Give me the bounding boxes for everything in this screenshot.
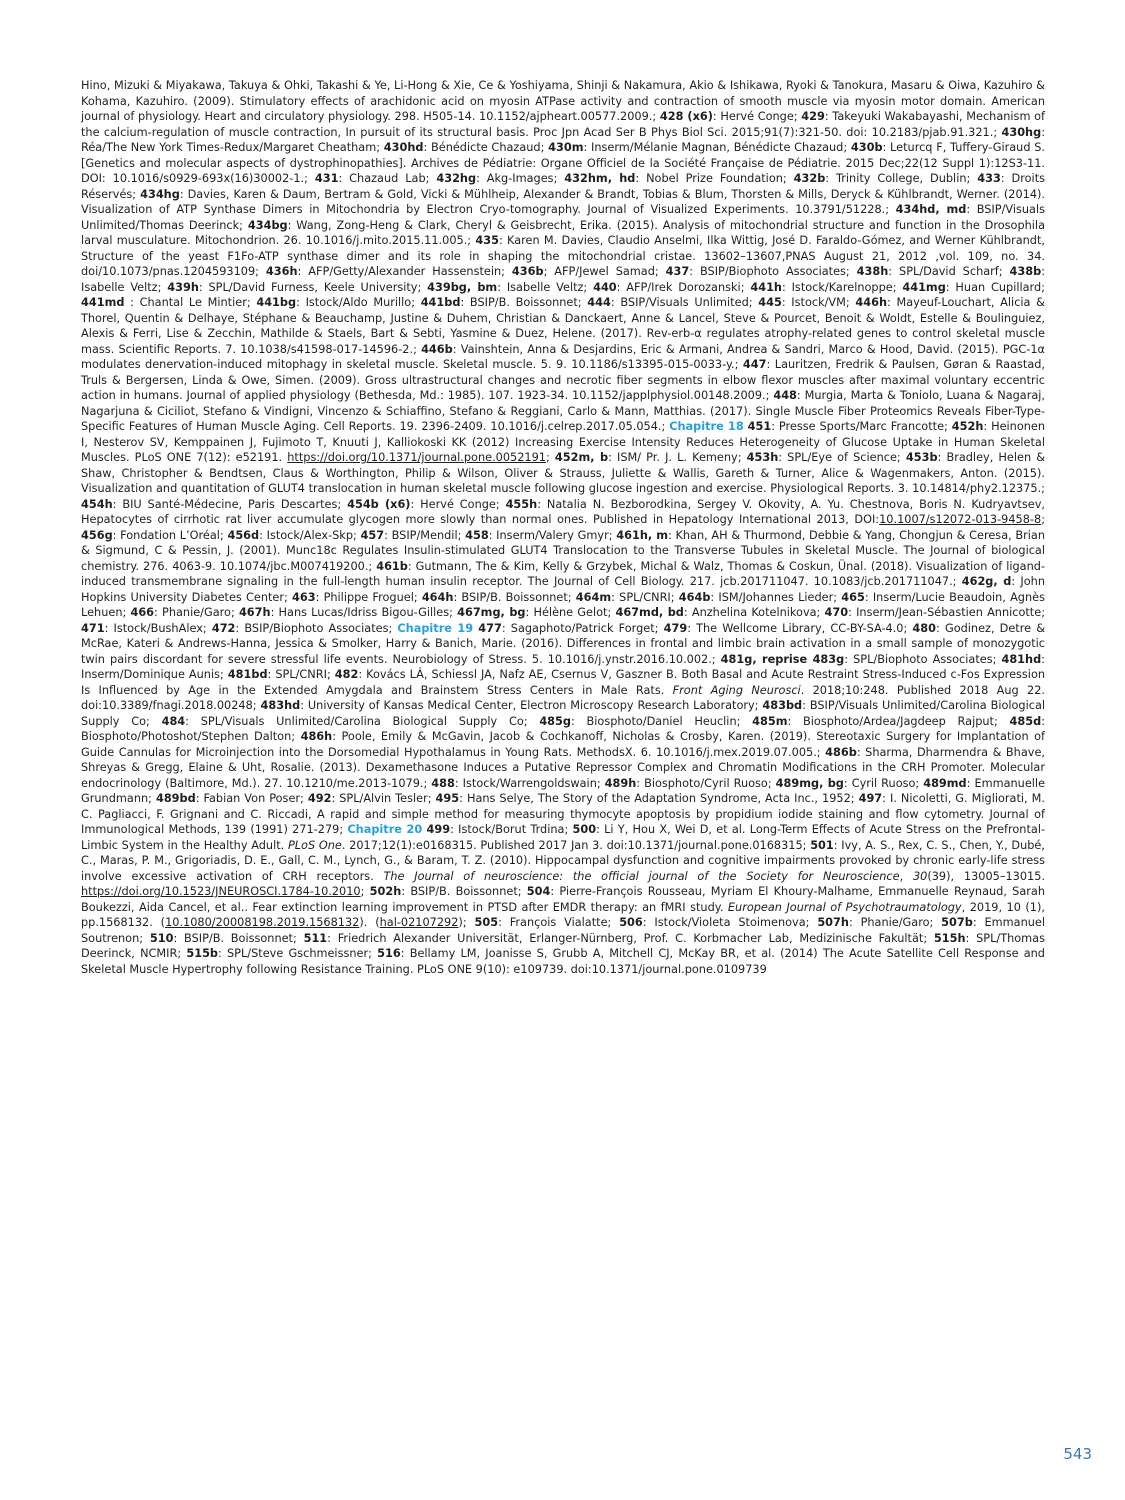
credit-label: 467mg, bg [457,606,526,619]
credit-text: ); [458,916,475,929]
credit-text: : ISM/ Pr. J. L. Kemeny; [608,451,747,464]
italic-text: European Journal of Psychotraumatology [727,900,962,914]
credit-label: 434hg [140,187,180,201]
credit-text: : Chazaud Lab; [338,172,437,185]
credit-text: : BSIP/B. Boissonnet; [173,931,304,945]
credit-label: 456d [227,528,260,542]
credit-text: , [899,869,913,883]
credit-text: : SPL/Eye of Science; [778,451,906,464]
credit-label: 429 [801,110,825,123]
credit-text: : SPL/CNRI; [267,668,335,681]
credit-text: : BSIP/Biophoto Associates; [689,265,857,278]
credit-label: 430m [548,141,584,154]
doi-link[interactable]: https://doi.org/10.1371/journal.pone.0052191 [287,451,546,464]
credit-text: : SPL/CNRI; [611,590,679,604]
credit-label: 439bg, bm [427,280,498,294]
credit-text: : Anzhelina Kotelnikova; [683,606,825,619]
credit-text: : Gutmann, The & Kim, Kelly & Grzybek, Michal & Walz, Thomas & Coskun, Ünal. (2018). Visualization of ligand-induced transmembrane signaling in the full-length human insulin receptor. The Journal of Cell Biology. 217. jcb.201711047. 10.1083/jcb.201711047.; [81,559,1045,588]
credit-text: : Heinonen I, Nesterov SV, Kemppainen J, Fujimoto T, Knuuti J, Kalliokoski KK (2012) Increasing Exercise Intensity Reduces Heterogeneity of Glucose Uptake in Human Skeletal Muscles. PLoS ONE 7(12): e52191. [81,420,1046,464]
credit-text: : Biosphoto/Ardea/Jagdeep Rajput; [787,714,1010,728]
credit-label: 497 [858,792,883,805]
credit-label: 451 [747,420,772,433]
credit-label: 507b [941,916,973,929]
credit-text: : Istock/Karelnoppe; [781,280,903,294]
credit-label: 441mg [902,280,946,294]
credit-text: : John Hopkins University Diabetes Center; [81,575,1045,604]
credit-label: 489h [604,776,637,790]
credit-text: : ISM/Johannes Lieder; [710,590,842,604]
credit-text: : Bellamy LM, Joanisse S, Grubb A, Mitchell CJ, McKay BR, et al. (2014) The Acute Satellite Cell Response and Skeletal Muscle Hypertrophy following Resistance Training. PLoS ONE 9(10): e109739. doi:10.1371/journal.pone.0109739 [81,947,1045,976]
credit-text: : BSIP/B. Boissonnet; [401,885,527,898]
credit-label: 458 [465,528,489,542]
doi-link[interactable]: 10.1007/s12072-013-9458-8 [879,513,1042,526]
credit-text: : Davies, Karen & Daum, Bertram & Gold, Vicki & Mühlheip, Alexander & Brandt, Tobias & Blum, Thorsten & Mills, Deryck & Kühlbrandt, Werner. (2014). Visualization of ATP Synthase Dimers in Mitochondria by Electron Cryo-tomography. Journal of Visualized Experiments. 10.3791/51228.; [81,187,1045,216]
credit-text: : Istock/Alex-Skp; [259,528,361,542]
credit-text: : Wang, Zong-Heng & Clark, Cheryl & Geisbrecht, Erika. (2015). Analysis of mitochondrial structure and function in the Drosophila larval musculature. Mitochondrion. 26. 10.1016/j.mito.2015.11.005.; [81,218,1045,247]
credit-text: : Hans Lucas/Idriss Bigou-Gilles; [270,606,458,619]
credit-text: : Phanie/Garo; [154,606,239,619]
credit-text: : Takeyuki Wakabayashi, Mechanism of the calcium-regulation of muscle contraction, In pursuit of its structural basis. Proc Jpn Acad Ser B Phys Biol Sci. 2015;91(7):321-50. doi: 10.2183/pjab.91.321.; [81,110,1045,139]
credit-text: Hino, Mizuki & Miyakawa, Takuya & Ohki, Takashi & Ye, Li-Hong & Xie, Ce & Yoshiyama, Shinji & Nakamura, Akio & Ishikawa, Ryoki & Tanokura, Masaru & Oiwa, Kazuhiro & Kohama, Kazuhiro. (2009). Stimulatory effects of arachidonic acid on myosin ATPase activity and contraction of smooth muscle via myosin motor domain. American journal of physiology. Heart and circulatory physiology. 298. H505-14. 10.1152/ajpheart.00577.2009.; [81,79,1045,123]
italic-text: PLoS One [287,838,342,852]
credit-label: 484 [161,714,186,728]
credit-label: 464m [575,590,612,604]
credit-label: 482 [334,668,359,681]
chapter-heading: Chapitre 20 [347,823,423,836]
credit-text: : Istock/VM; [781,296,856,309]
credit-text: : BSIP/Visuals Unlimited/Carolina Biological Supply Co; [81,699,1045,728]
credit-label: 506 [619,916,643,929]
credit-label: 483bd [762,699,803,712]
credit-text: : BSIP/B. Boissonnet; [460,296,588,309]
credit-text: : Istock/Borut Trdina; [450,823,573,836]
credit-text: . 2018;10:248. Published 2018 Aug 22. doi:10.3389/fnagi.2018.00248; [81,683,1046,712]
credit-text: : I. Nicoletti, G. Migliorati, M. C. Pagliacci, F. Grignani and C. Riccadi, A rapid and simple method for measuring thymocyte apoptosis by propidium iodide staining and flow cytometry. Journal of Immunological Methods, 139 (1991) 271-279; [81,792,1045,836]
credit-label: 454b (x6) [347,497,411,511]
credit-label: 472 [211,621,236,635]
credit-label: 448 [773,389,797,402]
credit-label: 434bg [247,218,288,232]
credit-label: 453b [905,451,938,464]
chapter-heading: Chapitre 19 [397,621,474,635]
credit-text: : University of Kansas Medical Center, Electron Microscopy Research Laboratory; [300,699,763,712]
credit-label: 428 (x6) [659,110,713,123]
credit-label: 479 [663,621,688,635]
credit-label: 438h [856,265,889,278]
credit-label: 457 [360,528,385,542]
credit-text: : BSIP/Mendil; [384,528,466,542]
credit-text: : Karen M. Davies, Claudio Anselmi, Ilka Wittig, José D. Faraldo-Gómez, and Werner Kühlbrandt, Structure of the yeast F1Fo-ATP synthase dimer and its role in shaping the mitochondrial cristae. 13602–13607,PNAS August 21, 2012 ,vol. 109, no. 34. doi/10.1073/pnas.1204593109; [81,234,1046,278]
credit-label: 495 [435,792,460,805]
credit-label: 504 [526,885,551,898]
credit-text: : Poole, Emily & McGavin, Jacob & Cochkanoff, Nicholas & Crosby, Karen. (2019). Stereotaxic Surgery for Implantation of Guide Cannulas for Microinjection into the Dorsomedial Hypothalamus in Young Rats. MethodsX. 6. 10.1016/j.mex.2019.07.005.; [81,730,1046,759]
credit-text: : Emmanuelle Grundmann; [81,776,1046,805]
credit-text: : SPL/Steve Gschmeissner; [218,947,378,960]
credit-label: 515h [933,931,966,945]
credit-text: : Isabelle Veltz; [81,265,1045,294]
credit-label: 511 [303,931,328,945]
credit-text: : Friedrich Alexander Universität, Erlanger-Nürnberg, Prof. C. Korbmacher Lab, Medizinische Fakultät; [327,931,934,945]
doi-link[interactable]: hal-02107292 [379,916,459,929]
credit-text: : Murgia, Marta & Toniolo, Luana & Nagaraj, Nagarjuna & Ciciliot, Stefano & Vindigni, Vincenzo & Schiaffino, Stefano & Reggiani, Carlo & Mann, Matthias. (2017). Single Muscle Fiber Proteomics Reveals Fiber-Type-Specific Features of Human Muscle Aging. Cell Reports. 19. 2396-2409. 10.1016/j.celrep.2017.05.054.; [81,389,1046,433]
credit-text: : Istock/BushAlex; [104,621,212,635]
credit-label: 515b [186,947,219,960]
credit-text: : Bénédicte Chazaud; [423,141,549,154]
credit-label: 477 [478,621,502,635]
credit-text: : Phanie/Garo; [848,916,942,929]
credit-label: 507h [817,916,849,929]
credit-text: : Kovács LÁ, Schiessl JA, Nafz AE, Csernus V, Gaszner B. Both Basal and Acute Restraint Stress-Induced c-Fos Expression Is Influenced by Age in the Extended Amygdala and Brainstem Stress Centers in Male Rats. [81,668,1046,697]
credit-label: 467md, bd [615,606,684,619]
credit-label: 499 [426,823,451,836]
credit-text: ; [545,451,555,464]
credit-label: 432hm, hd [564,172,636,185]
credit-label: 430hd [383,141,424,154]
credit-text: : Hervé Conge; [712,110,802,123]
credit-label: 455h [505,497,538,511]
doi-link[interactable]: 10.1080/20008198.2019.1568132 [165,916,360,929]
credit-text: : Hans Selye, The Story of the Adaptation Syndrome, Acta Inc., 1952; [459,792,859,805]
credit-text: : SPL/Biophoto Associates; [844,652,1002,666]
credit-label: 432b [793,172,826,185]
credit-text: : Biosphoto/Photoshot/Stephen Dalton; [81,714,1045,743]
credit-label: 439h [167,280,199,294]
credit-label: 461h, m [616,528,668,542]
credit-text: : Hélène Gelot; [525,606,616,619]
credit-label: 485d [1009,714,1042,728]
chapter-heading: Chapitre 18 [669,420,744,433]
credit-label: 434hd, md [895,203,967,216]
credit-label: 470 [824,606,849,619]
credit-text: : Mayeuf-Louchart, Alicia & Thorel, Quentin & Delhaye, Stéphane & Beauchamp, Justine & Duhem, Christian & Danckaert, Anne & Lancel, Steve & Pourcet, Benoit & Woldt, Estelle & Boulinguiez, Alexis & Ferri, Lise & Zecchin, Mathilde & Staels, Bart & Sebti, Yasmine & Duez, Helene. (2017). Rev-erb-α regulates atrophy-related genes to control skeletal muscle mass. Scientific Reports. 7. 10.1038/s41598-017-14596-2.; [81,296,1045,356]
credit-text: : Réa/The New York Times-Redux/Margaret Cheatham; [81,125,1045,154]
credit-text: : Akg-Images; [476,172,565,185]
credit-label: 446b [421,342,453,356]
credit-text: ; AFP/Jewel Samad; [543,265,666,278]
credit-label: 500 [572,823,597,836]
credit-text: : Hervé Conge; [410,497,506,511]
credit-text: : Droits Réservés; [81,172,1046,201]
credit-label: 441bg [256,296,297,309]
credit-label: 516 [377,947,401,960]
credit-text: , 2019, 10 (1), pp.1568132. ( [81,900,1045,929]
credit-text: : Bradley, Helen & Shaw, Christopher & Bendtsen, Claus & Worthington, Philip & Wilson, Oliver & Strauss, Juliette & Wallis, Gareth & Turner, Alice & Wagenmakers, Anton. (2015). Visualization and quantitation of GLUT4 translocation in human skeletal muscle following glucose ingestion and exercise. Physiological Reports. 3. 10.14814/phy2.12375.; [81,451,1046,495]
credit-text: : Isabelle Veltz; [497,280,594,294]
credit-label: 461b [376,559,408,573]
credit-text: : Huan Cupillard; [945,280,1045,294]
italic-text: 30 [912,869,928,883]
credit-text: : Biosphoto/Daniel Heuclin; [570,714,753,728]
credit-label: 485m [752,714,788,728]
credit-label: 447 [742,358,767,371]
credit-text: : Fondation L’Oréal; [112,528,228,542]
credit-label: 505 [474,916,499,929]
credit-text: : Biosphoto/Cyril Ruoso; [636,776,776,790]
credit-label: 489mg, bg [775,776,844,790]
doi-link[interactable]: https://doi.org/10.1523/JNEUROSCI.1784-10.2010 [81,885,361,898]
credit-label: 466 [130,606,155,619]
credit-label: 489md [923,776,967,790]
credit-label: 502h [369,885,402,898]
credit-text: : Istock/Violeta Stoimenova; [642,916,818,929]
credit-text: : BSIP/Biophoto Associates; [235,621,398,635]
credit-text: : Istock/Warrengoldswain; [454,776,605,790]
italic-text: Front Aging Neurosci [672,683,801,697]
credit-text: : Philippe Froguel; [315,590,422,604]
credit-label: 436h [265,265,298,278]
credit-label: 452h [951,420,984,433]
credit-label: 440 [593,280,617,294]
photo-credits-paragraph [81,78,1045,977]
credit-text: : SPL/David Furness, Keele University; [198,280,428,294]
credit-text: : François Vialatte; [498,916,620,929]
credit-text: : SPL/Alvin Tesler; [331,792,436,805]
credit-text: : BIU Santé-Médecine, Paris Descartes; [112,497,348,511]
credit-text: : Trinity College, Dublin; [825,172,978,185]
italic-text: The Journal of neuroscience: the official journal of the Society for Neuroscience [383,869,900,883]
credit-text: : AFP/Getty/Alexander Hassenstein; [297,265,512,278]
credit-label: 481bd [227,668,268,681]
credit-label: 436b [511,265,544,278]
credit-label: 471 [81,621,105,635]
credit-text: : Chantal Le Mintier; [124,296,257,309]
credit-label: 467h [238,606,271,619]
credit-label: 430hg [1001,125,1042,139]
credit-label: 464b [678,590,711,604]
credit-label: 430b [850,141,883,154]
credit-text: : Inserm/Mélanie Magnan, Bénédicte Chazaud; [583,141,851,154]
credit-label: 462g, d [961,575,1012,588]
credit-text: : Godinez, Detre & McRae, Kateri & Andrews-Hanna, Jessica & Smolker, Harry & Banich, Marie. (2016). Differences in frontal and limbic brain activation in a small sample of monozygotic twin pairs discordant for severe stressful life events. Neurobiology of Stress. 5. 10.1016/j.ynstr.2016.10.002.; [81,621,1046,666]
credit-text: : SPL/Thomas Deerinck, NCMIR; [81,931,1045,960]
credit-text: : Cyril Ruoso; [843,776,924,790]
credit-text: : SPL/David Scharf; [888,265,1010,278]
credit-text: : BSIP/Visuals Unlimited/Thomas Deerinck; [81,203,1045,232]
credit-label: 441md [81,296,125,309]
credit-text: : Presse Sports/Marc Francotte; [771,420,952,433]
credit-text: : Inserm/Valery Gmyr; [488,528,617,542]
credit-text: ; [1041,513,1045,526]
credit-label: 483hd [260,699,301,712]
credit-label: 501 [810,838,834,852]
credit-text: : Ivy, A. S., Rex, C. S., Chen, Y., Dubé, C., Maras, P. M., Grigoriadis, D. E., Gall, C. M., Lynch, G., & Baram, T. Z. (2010). Hippocampal dysfunction and cognitive impairments provoked by chronic early-life stress involve excessive activation of CRH receptors. [81,838,1045,883]
credit-text: : Fabian Von Poser; [195,792,308,805]
credit-text: : Istock/Aldo Murillo; [296,296,421,309]
credit-label: 485g [539,714,571,728]
credit-text: : Li Y, Hou X, Wei D, et al. Long-Term Effects of Acute Stress on the Prefrontal-Limbic System in the Healthy Adult. [81,823,1046,852]
credit-text: : Khan, AH & Thurmond, Debbie & Yang, Chongjun & Ceresa, Brian & Sigmund, C & Pessin, J. (2001). Munc18c Regulates Insulin-stimulated GLUT4 Translocation to the Transverse Tubules in Skeletal Muscle. The Journal of biological chemistry. 276. 4063-9. 10.1074/jbc.M007419200.; [81,528,1046,573]
credit-text: : Sagaphoto/Patrick Forget; [501,621,664,635]
credit-label: 438b [1009,265,1042,278]
credit-label: 456g [81,528,113,542]
credit-label: 454h [81,497,113,511]
credit-label: 433 [977,172,1001,185]
credit-text: : Pierre-François Rousseau, Myriam El Khoury-Malhame, Emmanuelle Reynaud, Sarah Boukezzi, Aida Cancel, et al.. Fear extinction learning improvement in PTSD after EMDR therapy: an fMRI study. [81,885,1045,914]
credit-label: 441bd [420,296,461,309]
credit-text: : Nobel Prize Foundation; [635,172,794,185]
credit-label: 492 [307,792,332,805]
credit-text: : Natalia N. Bezborodkina, Sergey V. Okovity, A. Yu. Chestnova, Boris N. Kudryavtsev, Hepatocytes of cirrhotic rat liver accumulate glycogen more slowly than normal ones. Published in Hepatology International 2013, DOI: [81,497,1045,526]
credit-label: 445 [758,296,782,309]
credit-text: (39), 13005–13015. [927,869,1045,883]
credit-label: 432hg [436,172,477,185]
credit-label: 441h [750,280,782,294]
credit-text: : Inserm/Lucie Beaudoin, Agnès Lehuen; [81,590,1045,619]
credit-label: 431 [314,172,339,185]
credit-text: : Emmanuel Soutrenon; [81,916,1045,945]
credit-label: 444 [587,296,611,309]
credit-label: 480 [912,621,937,635]
credit-text: ). ( [359,916,380,929]
credit-text: : BSIP/B. Boissonnet; [453,590,576,604]
credit-label: 437 [665,265,690,278]
credit-text: : Vainshtein, Anna & Desjardins, Eric & Armani, Andrea & Sandri, Marco & Hood, David. (2015). PGC-1α modulates denervation-induced mitophagy in skeletal muscle. Skeletal muscle. 5. 9. 10.1186/s13395-015-0033-y.; [81,342,1045,371]
credit-text: : BSIP/Visuals Unlimited; [610,296,759,309]
credit-label: 488 [431,776,455,790]
credit-label: 452m, b [554,451,609,464]
credit-text: : The Wellcome Library, CC-BY-SA-4.0; [687,621,913,635]
credit-label: 486h [300,730,333,743]
credit-text: : Lauritzen, Fredrik & Paulsen, Gøran & Raastad, Truls & Bergersen, Linda & Owe, Simen. (2009). Gross ultrastructural changes and necrotic fiber segments in elbow flexor muscles after maximal voluntary eccentric action in humans. Journal of applied physiology (Bethesda, Md.: 1985). 107. 1923-34. 10.1152/japplphysiol.00148.2009.; [81,358,1045,402]
credit-text: : Inserm/Jean-Sébastien Annicotte; [848,606,1045,619]
credit-label: 486b [825,745,857,759]
credit-label: 465 [841,590,865,604]
credit-label: 435 [475,234,499,247]
credit-label: 481hd [1001,652,1042,666]
credit-label: 453h [746,451,779,464]
credit-label: 489bd [155,792,196,805]
credit-label: 463 [291,590,316,604]
credit-text: : AFP/Irek Dorozanski; [616,280,751,294]
credit-text: : Sharma, Dharmendra & Bhave, Shreyas & Gregg, Elaine & Uht, Rosalie. (2013). Dexamethasone Induces a Putative Repressor Complex and Chromatin Modifications in the CRH Promoter. Molecular endocrinology (Baltimore, Md.). 27. 10.1210/me.2013-1079.; [81,745,1045,790]
page-number: 543 [1063,1445,1092,1463]
credit-label: 481g, reprise 483g [720,652,845,666]
credit-text: . 2017;12(1):e0168315. Published 2017 Jan 3. doi:10.1371/journal.pone.0168315; [341,838,811,852]
credit-text: : Inserm/Dominique Aunis; [81,652,1045,681]
credit-text: ; [360,885,370,898]
credit-label: 464h [421,590,454,604]
credit-label: 510 [149,931,174,945]
credit-text: : SPL/Visuals Unlimited/Carolina Biological Supply Co; [185,714,540,728]
credit-label: 446h [855,296,887,309]
credit-text: : Leturcq F, Tuffery-Giraud S. [Genetics and molecular aspects of dystrophinopathies]. Archives de Pédiatrie: Organe Officiel de la Société Française de Pédiatrie. 2015 Dec;22(12 Suppl 1):12S3-11. DOI: 10.1016/s0929-693x(16)30002-1.; [81,141,1045,185]
